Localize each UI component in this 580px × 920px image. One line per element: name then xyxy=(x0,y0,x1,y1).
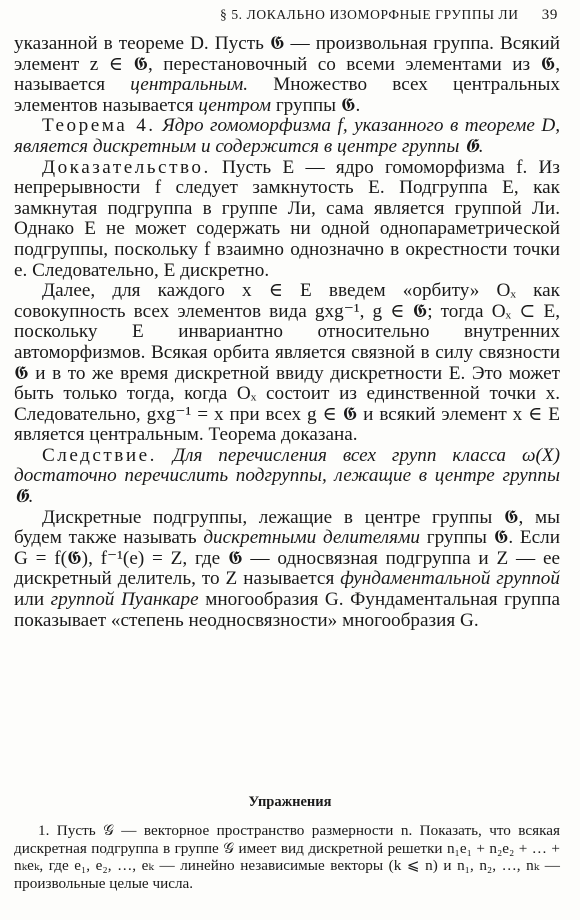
orbit-paragraph: Далее, для каждого x ∈ E введем «орбиту» Oₓ как совокупность всех элементов вида gxg⁻¹, g ∈ 𝕲; тогда Oₓ ⊂ E, поскольку E инвариантно относительно внутренних автоморфизмов. Всякая орбита является связной в силу связности 𝕲 и в то же время дискретной ввиду дискретности E. Это может быть только тогда, когда Oₓ состоит из единственной точки x. Следовательно, gxg⁻¹ = x при всех g ∈ 𝕲 и всякий элемент x ∈ E является центральным. Теорема доказана. xyxy=(14,280,560,446)
theorem-4 xyxy=(14,116,560,157)
corollary xyxy=(14,446,560,508)
running-title: § 5. ЛОКАЛЬНО ИЗОМОРФНЫЕ ГРУППЫ ЛИ xyxy=(220,7,519,22)
term-discrete-divisors: дискретными делителями xyxy=(203,527,420,549)
proof-paragraph xyxy=(14,158,560,282)
term-center: центром xyxy=(198,94,272,116)
corollary-statement: Для перечисления всех групп класса ω(X) достаточно перечислить подгруппы, лежащие в центре группы 𝕲. xyxy=(14,444,560,508)
main-text xyxy=(14,34,560,631)
proof-text: Пусть E — ядро гомоморфизма f. Из непрерывности f следует замкнутость E. Подгруппа E, как замкнутая подгруппа в группе Ли, сама является группой Ли. Однако E не может содержать ни одной однопараметрической подгруппы, поскольку f взаимно однозначно в окрестности точки e. Следовательно, E дискретно. xyxy=(14,156,560,281)
corollary-label: Следствие. xyxy=(42,444,157,466)
discrete-divisors-paragraph: Дискретные подгруппы, лежащие в центре группы 𝕲, мы будем также называть дискретными делителями группы 𝕲. Если G = f(𝕲), f⁻¹(e) = Z, где 𝕲 — односвязная подгруппа и Z — ее дискретный делитель, то Z называется фундаментальной группой или группой Пуанкаре многообразия G. Фундаментальная группа показывает «степень неодносвязности» многообразия G. xyxy=(14,506,560,631)
exercise-item: 1. Пусть 𝒢 — векторное пространство размерности n. Показать, что всякая дискретная подгруппа в группе 𝒢 имеет вид дискретной решетки n₁e₁ + n₂e₂ + … + nₖeₖ, где e₁, e₂, …, eₖ — линейно независимые векторы (k ⩽ n) и n₁, n₂, …, nₖ — произвольные целые числа. xyxy=(14,822,560,892)
page-header xyxy=(0,4,580,28)
term-fundamental-group: фундаментальной группой xyxy=(340,568,560,590)
page-number: 39 xyxy=(541,7,558,23)
term-central: центральным. xyxy=(130,74,249,96)
exercises-heading: Упражнения xyxy=(248,794,332,810)
paragraph-center-definition: указанной в теореме D. Пусть 𝕲 — произвольная группа. Всякий элемент z ∈ 𝕲, перестановочный со всеми элементами из 𝕲, называется центральным. Множество всех центральных элементов называется центром группы 𝕲. xyxy=(14,33,561,116)
theorem-statement: Ядро гомоморфизма f, указанного в теореме D, является дискретным и содержится в центре группы 𝕲. xyxy=(14,115,560,157)
term-poincare-group: группой Пуанкаре xyxy=(50,589,199,611)
exercises-list xyxy=(14,822,560,892)
proof-label: Доказательство. xyxy=(42,156,211,178)
theorem-label: Теорема 4. xyxy=(42,115,156,137)
